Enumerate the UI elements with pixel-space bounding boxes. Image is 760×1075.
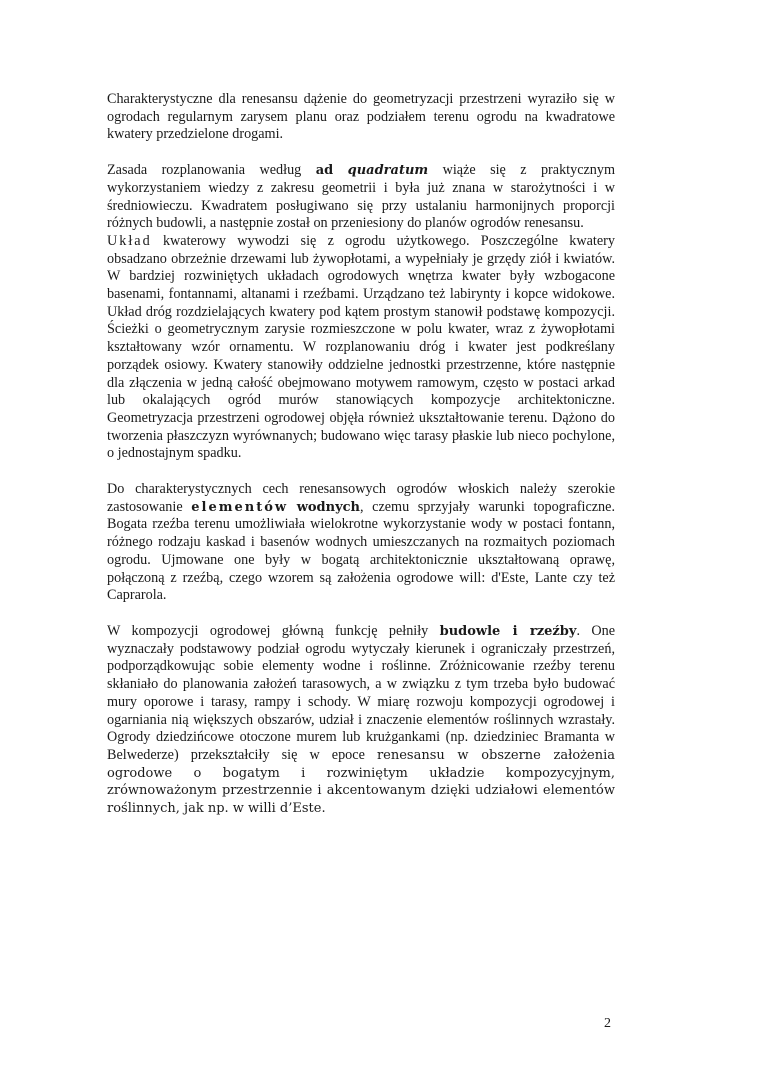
paragraph-text: wiąże się z praktycznym wykorzystaniem wiedzy z zakresu geometrii i była już znana w starożytności i w średniowieczu. Kwadratem posługiwano się przy ustalaniu harmonijnych proporcji różnych budowli, a następnie został on przeniesiony do planów ogrodów renesansu. bbox=[107, 162, 616, 232]
paragraph-gap bbox=[107, 463, 615, 481]
emphasis-quadratum: quadratum bbox=[347, 163, 429, 179]
paragraph-text: , czemu sprzyjały warunki topograficzne. Bogata rzeźba terenu umożliwiała wielokrotne wykorzystanie wody w postaci fontann, różnego rodzaju kaskad i basenów wodnych umieszczanych na rozmaitych poziomach ogrodu. Ujmowane one były w bogatą architektonicznie ukształtowaną oprawę, połączoną z rzeźbą, czego wzorem są założenia ogrodowe will: d'Este, Lante czy też Caprarola. bbox=[107, 498, 616, 604]
paragraph-text: . One wyznaczały podstawowy podział ogrodu wytyczały kierunek i ograniczały przestrzeń, podporządkowując sobie elementy wodne i roślinne. Zróżnicowanie rzeźby terenu skłaniało do planowania założeń tarasowych, a w związku z tym trzeba było budować mury oporowe i tarasy, rampy i schody. W miarę rozwoju kompozycji ogrodowej i ogarniania nią większych obszarów, udział i znaczenie elementów roślinnych wzrastały. Ogrody dziedzińcowe otoczone murem lub krużgankami (np. dziedziniec Bramanta w Belwederze) przekształciły się w epoce bbox=[107, 622, 615, 763]
paragraph-text: W kompozycji ogrodowej główną funkcję pełniły bbox=[107, 622, 440, 639]
emphasis-budowle-i-rzezby: budowle i rzeźby bbox=[439, 623, 577, 639]
emphasis-elementow: elementów bbox=[191, 499, 289, 515]
paragraph-buildings-sculptures bbox=[107, 623, 615, 818]
paragraph-text: kwaterowy wywodzi się z ogrodu użytkowego. Poszczególne kwatery obsadzano obrzeżnie drzewami lub żywopłotami, a wypełniały je grzędy ziół i kwiatów. W bardziej rozwiniętych układach ogrodowych wnętrza kwater były wzbogacone basenami, fontannami, altanami i rzeźbami. Urządzano też labirynty i kopce widokowe. Układ dróg rozdzielających kwatery pod kątem prostym stanowił podstawę kompozycji. Ścieżki o geometrycznym zarysie rozmieszczone w polu kwater, wraz z żywopłotami kształtowany wzór ornamentu. W rozplanowaniu dróg i kwater jest podkreślany porządek osiowy. Kwatery stanowiły oddzielne jednostki przestrzenne, które następnie dla złączenia w jedną całość obejmowano motywem ramowym, często w postaci arkad lub okalających ogród murów stanowiących kompozycje architektoniczne. Geometryzacja przestrzeni ogrodowej objęła również ukształtowanie terenu. Dążono do tworzenia płaszczyzn wyrównanych; budowano więc tarasy płaskie lub nieco pochylone, o jednostajnym spadku. bbox=[107, 232, 615, 462]
paragraph-text-alt-font: renesansu w obszerne założenia ogrodowe o bogatym i rozwiniętym układzie kompozycyjnym, zrównoważonym przestrzennie i akcentowanym dzięki udziałowi elementów roślinnych, jak np. w willi d’Este. bbox=[107, 747, 615, 817]
page-number: 2 bbox=[604, 1016, 611, 1031]
paragraph-gap bbox=[107, 605, 615, 623]
paragraph-text: Zasada rozplanowania według bbox=[107, 162, 316, 179]
paragraph-ad-quadratum bbox=[107, 162, 615, 233]
paragraph-gap bbox=[107, 144, 615, 162]
emphasis-ad: ad bbox=[315, 163, 334, 179]
paragraph-geometry: Charakterystyczne dla renesansu dążenie do geometryzacji przestrzeni wyraziło się w ogrodach regularnym zarysem planu oraz podziałem terenu ogrodu na kwadratowe kwatery przedzielone drogami. bbox=[107, 91, 615, 143]
paragraph-uklad bbox=[107, 233, 615, 463]
paragraph-water-elements bbox=[107, 481, 615, 605]
document-body bbox=[107, 91, 615, 818]
paragraph-text: Do charakterystycznych cech renesansowych ogrodów włoskich należy szerokie zastosowanie bbox=[107, 481, 615, 515]
emphasis-wodnych: wodnych bbox=[296, 499, 361, 515]
spaced-word-uklad: Układ bbox=[107, 232, 152, 249]
